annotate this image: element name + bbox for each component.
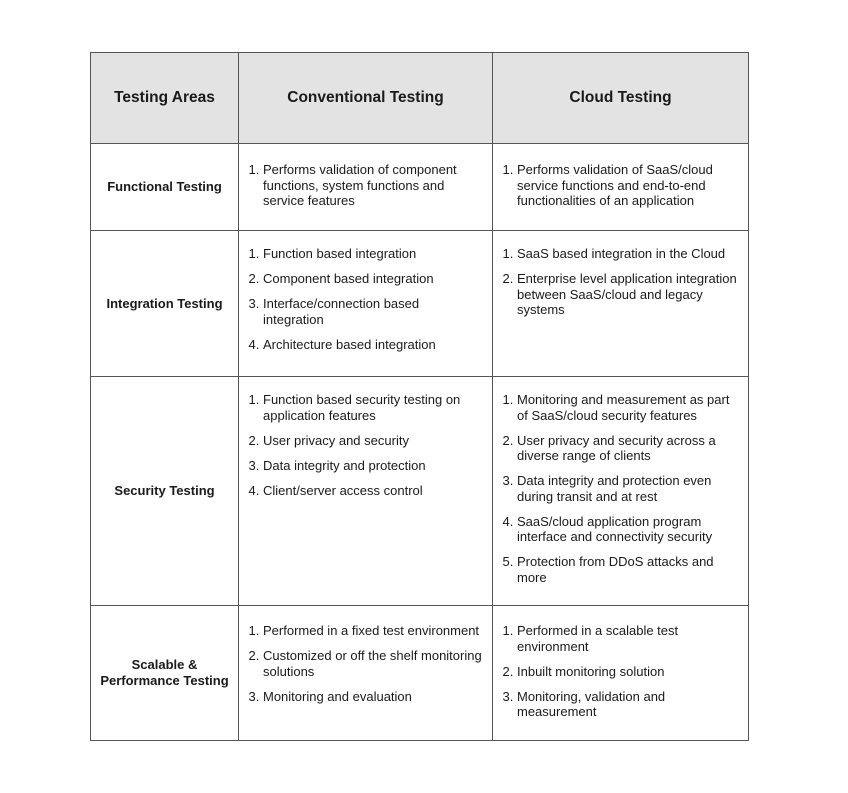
list-item: 2. User privacy and security across a diverse range of clients [517, 433, 738, 464]
list-item: 2. Component based integration [263, 271, 482, 287]
list-item: 1. Performed in a scalable test environment [517, 623, 738, 654]
list-item: 4. SaaS/cloud application program interface and connectivity security [517, 514, 738, 545]
list-item: 1. Function based security testing on application features [263, 392, 482, 423]
header-cloud-testing: Cloud Testing [493, 53, 749, 144]
list-item: 1. Performs validation of component functions, system functions and service features [263, 162, 482, 209]
list-item: 3. Monitoring and evaluation [263, 689, 482, 705]
list-item: 2. Enterprise level application integration between SaaS/cloud and legacy systems [517, 271, 738, 318]
table-row [91, 606, 749, 741]
table-row [91, 377, 749, 606]
conventional-cell [239, 606, 493, 741]
list-item: 4. Client/server access control [263, 483, 482, 499]
list-item: 2. Inbuilt monitoring solution [517, 664, 738, 680]
list-item: 3. Data integrity and protection [263, 458, 482, 474]
cloud-cell [493, 231, 749, 377]
header-conventional-testing: Conventional Testing [239, 53, 493, 144]
area-cell: Scalable & Performance Testing [91, 606, 239, 741]
list-item: 1. Performed in a fixed test environment [263, 623, 482, 639]
list-item: 3. Monitoring, validation and measurement [517, 689, 738, 720]
conventional-list [239, 377, 492, 498]
cloud-list [493, 144, 748, 209]
list-item: 2. Customized or off the shelf monitoring solutions [263, 648, 482, 679]
conventional-cell [239, 231, 493, 377]
list-item: 3. Data integrity and protection even during transit and at rest [517, 473, 738, 504]
list-item: 4. Architecture based integration [263, 337, 482, 353]
list-item: 1. Function based integration [263, 246, 482, 262]
area-cell: Functional Testing [91, 144, 239, 231]
list-item: 2. User privacy and security [263, 433, 482, 449]
conventional-list [239, 231, 492, 352]
table-row [91, 144, 749, 231]
cloud-cell [493, 606, 749, 741]
cloud-cell [493, 144, 749, 231]
conventional-list [239, 606, 492, 704]
conventional-cell [239, 144, 493, 231]
table-row [91, 231, 749, 377]
area-cell: Integration Testing [91, 231, 239, 377]
header-row [91, 53, 749, 144]
list-item: 1. Monitoring and measurement as part of SaaS/cloud security features [517, 392, 738, 423]
list-item: 1. Performs validation of SaaS/cloud service functions and end-to-end functionalities of an application [517, 162, 738, 209]
conventional-list [239, 144, 492, 209]
list-item: 1. SaaS based integration in the Cloud [517, 246, 738, 262]
cloud-cell [493, 377, 749, 606]
cloud-list [493, 377, 748, 585]
list-item: 5. Protection from DDoS attacks and more [517, 554, 738, 585]
comparison-table [90, 52, 749, 741]
list-item: 3. Interface/connection based integration [263, 296, 482, 327]
header-testing-areas: Testing Areas [91, 53, 239, 144]
area-cell: Security Testing [91, 377, 239, 606]
conventional-cell [239, 377, 493, 606]
cloud-list [493, 606, 748, 720]
cloud-list [493, 231, 748, 318]
